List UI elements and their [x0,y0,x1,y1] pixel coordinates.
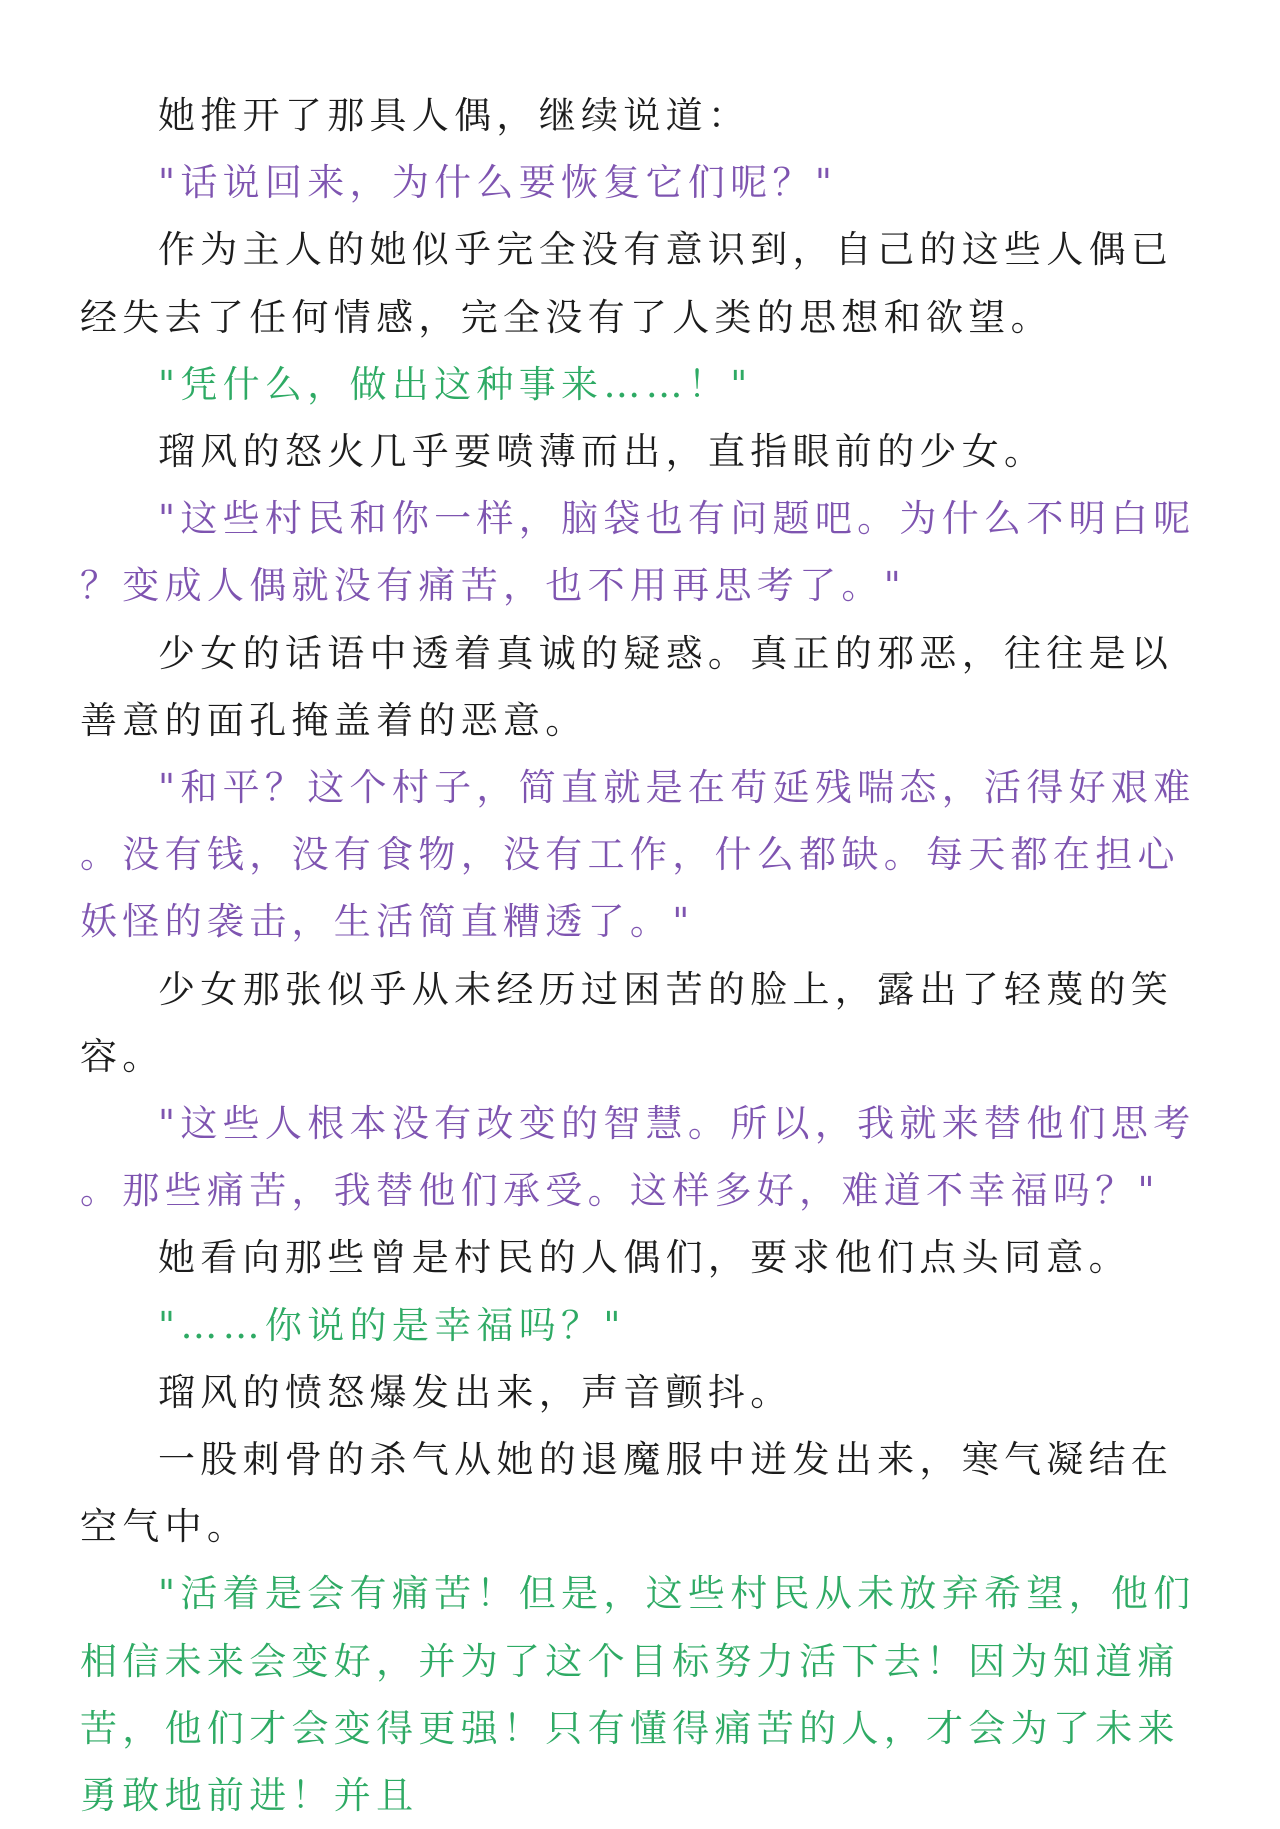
paragraph-narration: 她推开了那具人偶，继续说道： [158,94,751,137]
paragraph-dialogue-girl: "这些人根本没有改变的智慧。所以，我就来替他们思考。那些痛苦，我替他们承受。这样多好，难道不幸福吗？" [80,1102,1196,1213]
paragraph-narration: 少女那张似乎从未经历过困苦的脸上，露出了轻蔑的笑容。 [80,967,1174,1078]
paragraph-narration: 瑠风的愤怒爆发出来，声音颤抖。 [158,1370,793,1414]
paragraph-dialogue-girl: "这些村民和你一样，脑袋也有问题吧。为什么不明白呢？变成人偶就没有痛苦，也不用再思考了。" [80,497,1196,608]
paragraph-dialogue-liufeng: "活着是会有痛苦！但是，这些村民从未放弃希望，他们相信未来会变好，并为了这个目标努力活下去！因为知道痛苦，他们才会变得更强！只有懂得痛苦的人，才会为了未来勇敢地前进！并且 [80,1572,1196,1818]
paragraph-dialogue-liufeng: "……你说的是幸福吗？" [158,1303,626,1347]
paragraph-narration: 作为主人的她似乎完全没有意识到，自己的这些人偶已经失去了任何情感，完全没有了人类的思想和欲望。 [80,228,1174,339]
paragraph-narration: 她看向那些曾是村民的人偶们，要求他们点头同意。 [158,1236,1131,1280]
paragraph-narration: 少女的话语中透着真诚的疑惑。真正的邪恶，往往是以善意的面孔掩盖着的恶意。 [80,631,1174,742]
paragraph-dialogue-girl: "话说回来，为什么要恢复它们呢？" [158,161,838,205]
paragraph-narration: 瑠风的怒火几乎要喷薄而出，直指眼前的少女。 [158,430,1047,474]
paragraph-dialogue-liufeng: "凭什么，做出这种事来……！" [158,362,753,406]
paragraph-dialogue-girl: "和平？这个村子，简直就是在苟延残喘态，活得好艰难。没有钱，没有食物，没有工作，什么都缺。每天都在担心妖怪的袭击，生活简直糟透了。" [80,766,1196,944]
paragraph-narration: 一股刺骨的杀气从她的退魔服中迸发出来，寒气凝结在空气中。 [80,1438,1174,1549]
